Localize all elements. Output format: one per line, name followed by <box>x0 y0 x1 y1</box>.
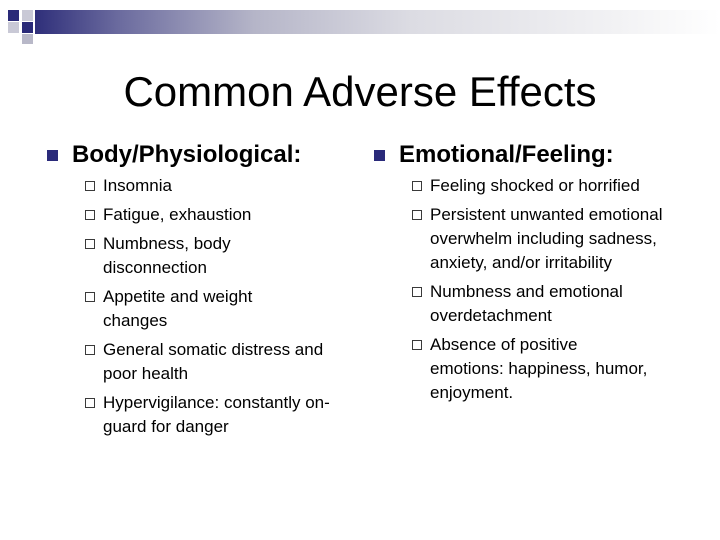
hollow-square-icon <box>412 181 422 191</box>
list-item <box>412 333 650 405</box>
hollow-square-icon <box>412 287 422 297</box>
list-item-text: Insomnia <box>103 176 172 195</box>
hollow-square-icon <box>85 181 95 191</box>
decorative-header-bar <box>0 0 720 44</box>
list-item <box>85 203 355 227</box>
dark-square-icon <box>22 22 33 33</box>
list-item <box>412 174 692 198</box>
hollow-square-icon <box>412 210 422 220</box>
list-item-text: Hypervigilance: constantly on-guard for danger <box>103 393 330 436</box>
hollow-square-icon <box>85 292 95 302</box>
column-heading <box>45 140 355 170</box>
bullet-list <box>372 174 692 405</box>
left-column <box>45 140 355 444</box>
dark-square-icon <box>8 10 19 21</box>
hollow-square-icon <box>85 239 95 249</box>
list-item <box>412 203 680 275</box>
header-gradient-band <box>35 10 720 34</box>
list-item-text: Persistent unwanted emotional overwhelm including sadness, anxiety, and/or irritability <box>430 205 663 272</box>
column-heading-text: Emotional/Feeling: <box>399 141 614 168</box>
bullet-list <box>45 174 355 439</box>
filled-square-icon <box>47 150 58 161</box>
column-heading <box>372 140 692 170</box>
list-item-text: Appetite and weight changes <box>103 287 253 330</box>
hollow-square-icon <box>85 210 95 220</box>
right-column <box>372 140 692 410</box>
list-item-text: Absence of positive emotions: happiness, humor, enjoyment. <box>430 335 648 402</box>
column-heading-text: Body/Physiological: <box>72 141 302 168</box>
list-item-text: Fatigue, exhaustion <box>103 205 252 224</box>
list-item <box>85 338 333 386</box>
list-item-text: General somatic distress and poor health <box>103 340 324 383</box>
list-item <box>412 280 680 328</box>
hollow-square-icon <box>85 345 95 355</box>
hollow-square-icon <box>85 398 95 408</box>
list-item <box>85 391 353 439</box>
list-item-text: Feeling shocked or horrified <box>430 176 640 195</box>
light-square-icon <box>22 34 33 44</box>
list-item <box>85 285 293 333</box>
list-item-text: Numbness and emotional overdetachment <box>430 282 623 325</box>
list-item <box>85 174 355 198</box>
hollow-square-icon <box>412 340 422 350</box>
slide-title: Common Adverse Effects <box>123 68 597 115</box>
list-item-text: Numbness, body disconnection <box>103 234 231 277</box>
light-square-icon <box>8 22 19 33</box>
list-item <box>85 232 253 280</box>
light-square-icon <box>22 10 33 21</box>
filled-square-icon <box>374 150 385 161</box>
